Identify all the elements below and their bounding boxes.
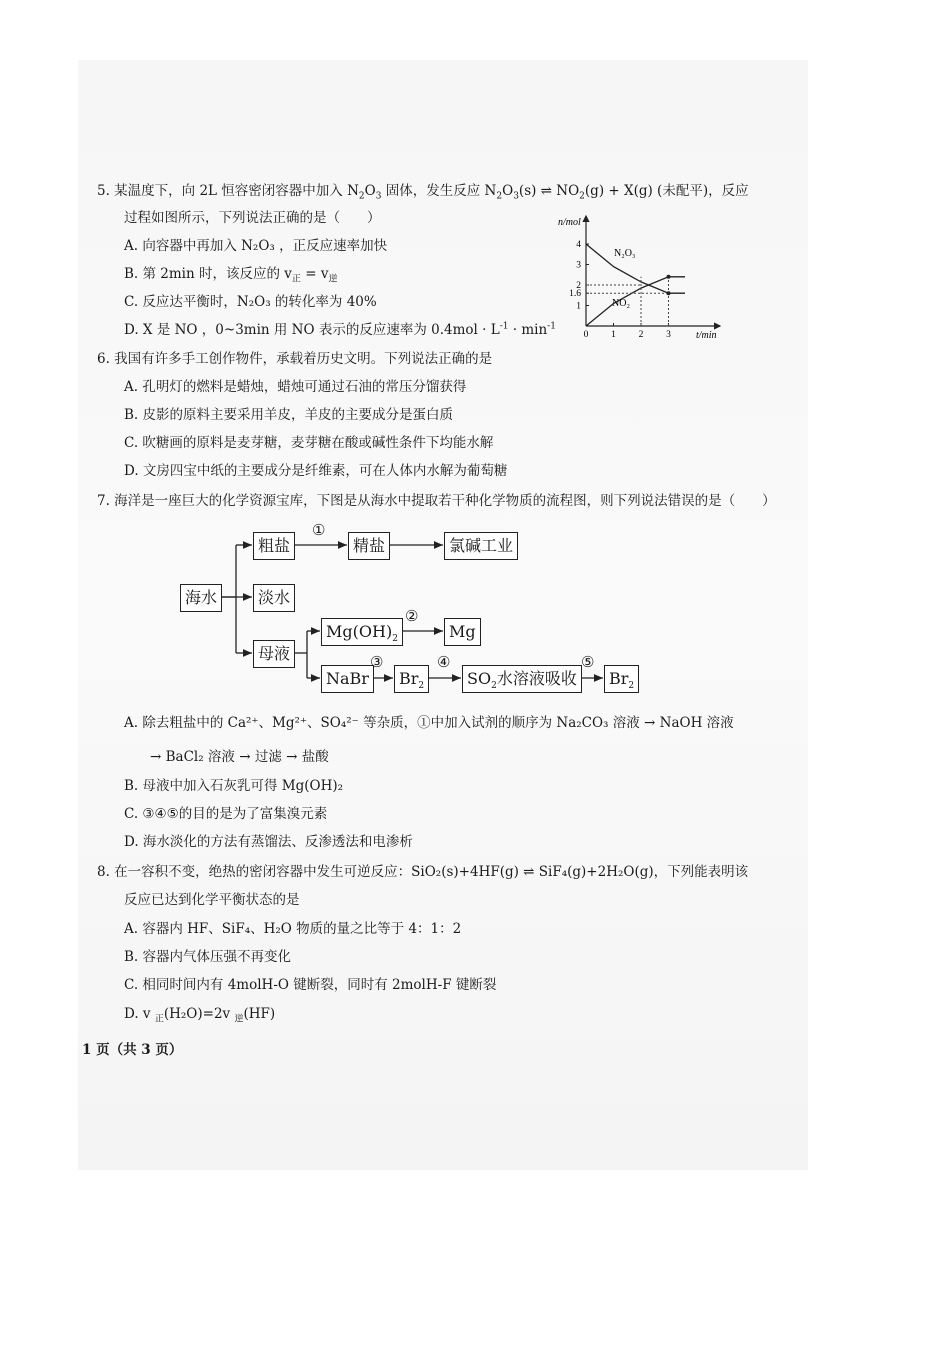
- y-tick-label: 1: [576, 301, 581, 312]
- box-seawater: 海水: [180, 584, 222, 612]
- q8-stem: 8. 在一容积不变，绝热的密闭容器中发生可逆反应：SiO₂(s)+4HF(g) ⇌ SiF₄(g)+2H₂O(g)，下列能表明该: [97, 864, 749, 880]
- x-tick-label: 1: [611, 330, 616, 340]
- page-footer: 1 页（共 3 页）: [82, 1042, 183, 1058]
- series-n2o3-label: N₂O₃: [614, 248, 636, 259]
- series-point-0: [667, 291, 671, 295]
- y-tick-label: 3: [576, 260, 581, 271]
- box-br2-b: $Br_2$: [604, 665, 639, 693]
- series-no2-label: NO₂: [612, 298, 630, 309]
- x-tick-label: 3: [666, 330, 671, 340]
- q7-option-a-1: A. 除去粗盐中的 Ca²⁺、Mg²⁺、SO₄²⁻ 等杂质，①中加入试剂的顺序为 Na₂CO₃ 溶液 → NaOH 溶液: [124, 715, 734, 731]
- y-tick-label: 4: [576, 240, 581, 250]
- box-chlor-alkali: 氯碱工业: [444, 532, 518, 560]
- q7-stem: 7. 海洋是一座巨大的化学资源宝库，下图是从海水中提取若干种化学物质的流程图，则下列说法错误的是（ ）: [97, 493, 776, 509]
- step-2-label: ②: [405, 607, 419, 625]
- q6-option-b: B. 皮影的原料主要采用羊皮，羊皮的主要成分是蛋白质: [124, 407, 454, 423]
- box-refined-salt: 精盐: [348, 532, 390, 560]
- step-4-label: ④: [437, 653, 451, 671]
- y-axis-label: n/mol: [558, 217, 581, 228]
- x-tick-label: 2: [638, 330, 644, 340]
- y-tick-label: 1.6: [569, 289, 581, 300]
- box-fresh-water: 淡水: [253, 584, 295, 612]
- step-3-label: ③: [370, 653, 384, 671]
- q7-option-a-2: → BaCl₂ 溶液 → 过滤 → 盐酸: [150, 749, 329, 765]
- y-tick-label: 2: [576, 281, 581, 291]
- series-n2o3-line: [586, 244, 685, 293]
- series-point-1: [667, 275, 671, 279]
- step-5-label: ⑤: [581, 653, 595, 671]
- box-mother-liquor: 母液: [253, 640, 295, 668]
- q5-stem: 5. 某温度下，向 2L 恒容密闭容器中加入 $N_2O_3$ 固体，发生反应 $N_2O_3(s)$ ⇌ $NO_2(g) + X(g)$ (未配平)，反应: [97, 183, 749, 202]
- q8-option-a: A. 容器内 HF、SiF₄、H₂O 物质的量之比等于 4：1：2: [124, 921, 462, 937]
- q8-option-b: B. 容器内气体压强不再变化: [124, 949, 292, 965]
- q7-option-c: C. ③④⑤的目的是为了富集溴元素: [124, 806, 328, 822]
- q7-flowchart: [175, 521, 645, 700]
- q6-option-d: D. 文房四宝中纸的主要成分是纤维素，可在人体内水解为葡萄糖: [124, 463, 508, 479]
- q6-option-c: C. 吹糖画的原料是麦芽糖，麦芽糖在酸或碱性条件下均能水解: [124, 435, 494, 451]
- q8-option-c: C. 相同时间内有 4molH-O 键断裂，同时有 2molH-F 键断裂: [124, 977, 497, 993]
- q5-option-a: A. 向容器中再加入 N₂O₃ ，正反应速率加快: [124, 238, 388, 254]
- x-tick-label: 0: [583, 330, 589, 340]
- box-mg: Mg: [444, 618, 481, 646]
- q5-option-c: C. 反应达平衡时，N₂O₃ 的转化率为 40%: [124, 294, 377, 310]
- q6-stem: 6. 我国有许多手工创作物件，承载着历史文明。下列说法正确的是: [97, 351, 493, 367]
- q5-stem-2: 过程如图所示，下列说法正确的是（ ）: [124, 210, 381, 226]
- q5-option-b: B. 第 2min 时，该反应的 $v_正 = v_逆$: [124, 266, 338, 285]
- box-nabr: NaBr: [321, 665, 374, 693]
- q5-graph: [552, 208, 727, 343]
- q6-option-a: A. 孔明灯的燃料是蜡烛，蜡烛可通过石油的常压分馏获得: [124, 379, 467, 395]
- q7-option-d: D. 海水淡化的方法有蒸馏法、反渗透法和电渗析: [124, 834, 413, 850]
- series-no2-line: [586, 277, 685, 326]
- q8-stem-2: 反应已达到化学平衡状态的是: [124, 892, 300, 908]
- q7-option-b: B. 母液中加入石灰乳可得 Mg(OH)₂: [124, 778, 344, 794]
- q5-option-d: D. X 是 NO ，0~3min 用 NO 表示的反应速率为 $0.4mol \cdot L^{-1} \cdot \min^{-1}$: [124, 321, 556, 338]
- box-mg-oh-2: $Mg(OH)_2$: [321, 618, 403, 646]
- box-so2-absorb: $SO_2$水溶液吸收: [462, 665, 582, 693]
- x-axis-label: t/min: [696, 330, 717, 341]
- box-crude-salt: 粗盐: [253, 532, 295, 560]
- box-br2-a: $Br_2$: [394, 665, 429, 693]
- step-1-label: ①: [312, 521, 326, 539]
- q8-option-d: D. v $_正$(H₂O)=2v $_逆$(HF): [124, 1006, 276, 1025]
